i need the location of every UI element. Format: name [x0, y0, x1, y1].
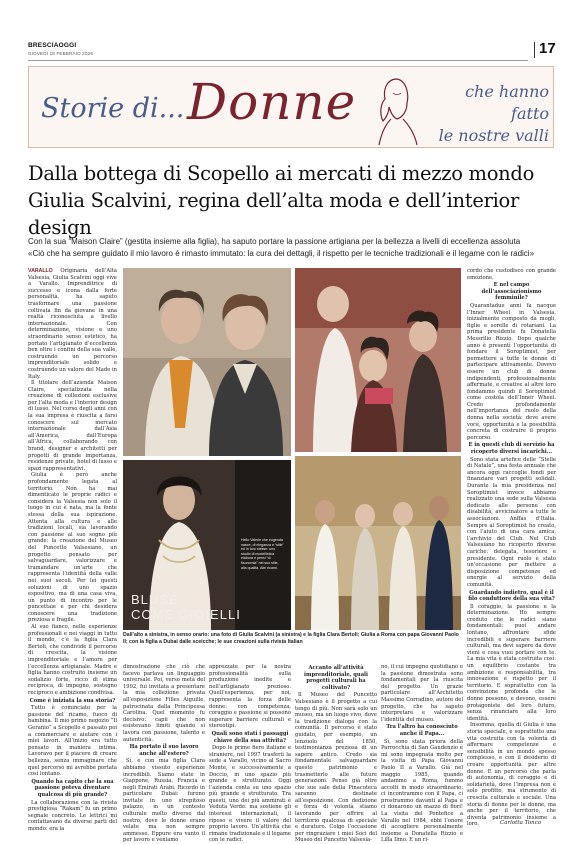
headline-line-1: Dalla bottega di Scopello ai mercati di mezzo mondo [28, 162, 535, 185]
paragraph: Sì, e con mia figlia Clara abbiamo vissuto esperienze incredibili. Siamo state in Giappone, Russia, Francia e negli Emirati Arabi. Ricordo in particolare Dubai: furono invitate in uno strepitoso palazzo, in un contesto culturale molto diverso dal nostro, dove le donne erano velate ma non sempre ammesse. Eppure era vanto il per lavoro e veniamo [123, 758, 205, 844]
issue-date: GIOVEDÌ 18 FEBBRAIO 2026 [28, 51, 94, 56]
paragraph: Insomma, quella di Giulia è una storia speciale, e soprattutto una vita costruita con la volontà di affermare competenze e sensibilità in un mondo spesso complesso, e con il desiderio di creare opportunità per altre donne. E un percorso che parla di autonomia, di coraggio e di solidarietà, dove l’impresa non è solo profitto, ma strumento di crescita culturale e sociale. Una storia di donne per le donne, ma anche per il territorio, che diventa patrimonio insieme a loro. [467, 722, 556, 828]
portrait-photo-graphic [123, 268, 291, 456]
paragraph [28, 268, 117, 380]
paragraph: apprezzate per la nostra professionalità sulla produzione inedite e nell’artigianato prezioso. Quell’esperienza, per noi, rappresenta la forza delle donne: con competenza, coraggio e passione si possono superare barriere culturali e stereotipi. [209, 664, 291, 730]
paragraph: Quarantadue anni fa nacque l’Inner Wheel in Valsesia, inizialmente composto da mogli, figlie e sorelle di rotariani. La prima presidente fu Donatella Messrilio Rizzio. Dopo qualche anno è presentì l’opportunità di fondare il Soroptimist, per permettere a tutte le donne di partecipare attivamente. Dovevo essere un club di donne indipendenti, professionalmente affermate, e creative al altre loro fondammo quindi il Soroptimist come costola dell’Inner Wheel. Credo profondamente nell’importanza del ruolo della donna nella società: deve avere voce, opportunità e la possibilità concreta di costruire il proprio percorso. [467, 302, 556, 441]
newspaper-name: BRESCIAOGGI [28, 42, 77, 49]
paragraph: no, il cui impegno quotidiano e la passione dimostrata sono fondamentali per la riuscita del progetto. Un grazie particolare all’Architetto Massimo Corradino, autore del progetto, che ha saputo interpretare e valorizzare l’identità del museo. [381, 664, 463, 723]
woman-silhouette-illustration [363, 73, 433, 147]
photo-with-pope [295, 268, 461, 452]
interview-question: Ha portato il suo lavoro anche all’estero? [129, 744, 199, 757]
banner-storie-text: Storie di... [41, 93, 185, 124]
photo-caption: Dall’alto a sinistra, in senso orario: una foto di Giulia Scalvini (a sinistra) e la figlia Clara Bertoli; Giulia a Roma con papa Giovanni Paolo II; con la figlia a Dubai dalle sceicche; le sue creazioni sulla rivista Italian [123, 632, 459, 645]
paragraph: dimostrazione che ciò che facevo parlava un linguaggio universale. Poi, verso metà del 1992, fui invitata a presentare la mia collezione privata all’esposizione Filles Aiguille, patrocinata dalla Principessa Carolina. Quel momento fu decisivo: capii che non esistevano limiti quando si lavora con passione, talento e autenticità. [123, 664, 205, 743]
photo-mother-daughter [123, 268, 291, 456]
article-deck [28, 236, 554, 260]
banner-donne-text: Donne [187, 73, 357, 131]
author-byline: Carlotta Tonco [500, 820, 542, 826]
banner-tagline-line-2: le nostre valli [438, 126, 549, 145]
paragraph-text: Originaria dell’Alta Valsesia, Giulia Scalvini oggi vive a Varallo. Imprenditrice di successo e icona dalla forte personalità, ha saputo trasformare una passione coltivata fin da giovane in una realtà riconosciuta a livello internazionale. Con determinazione, visione e uno straordinario senso estetico, ha portato l’artigianato d’eccellenza ben oltre i confini della sua valle, costruendo un percorso imprenditoriale solido e costruendo un valore del Made in Italy. [28, 268, 117, 380]
paragraph: cordo che custodisco con grande emozione. [467, 268, 556, 281]
paragraph: Il coraggio, la passione e la determinazione. Ho sempre creduto che le radici siano fondamentali: puoi andare lontano, affrontare sfide incredibili e superare barriere culturali, ma devi sapere da dove vieni e cosa vuoi portare con te. La mia vita è stata costruita così: un equilibrio costante tra ambizione e responsabilità, tra innovazione e rispetto per il territorio. E soprattutto con la convinzione profonda che le donne possono, e devono, essere protagoniste del loro futuro, senza rinunciare alla loro identità. [467, 603, 556, 722]
interview-question: Tra l’altro ha conosciuto anche il Papa... [386, 724, 458, 737]
interview-question: Quando ha capito che la sua passione poteva diventare qualcosa di più grande? [31, 778, 114, 798]
deck-line-2: «Ciò che ha sempre guidato il mio lavoro è rimasto immutato: la cura dei dettagli, il rispetto per le tecniche tradizionali e il legame con le radici» [28, 249, 535, 258]
article-column-4 [295, 664, 377, 844]
paragraph: Sì, sono stata priora della Parrocchia di San Gaudenzio e mi sono impegnata molto per la visita di Papa Giovanni Paolo II a Varallo. Già nel maggio 1985, quando andammo a Roma, fummo accolti in modo straordinario: ci incontrammo con il Papa, ci prostrammo davanti al Papa e ci donarono un mazzo di fiori! La visita del Pontefice a Varallo nel 1984, ebbi l’onore di accogliere personalmente insieme a Donatella Rizzio e Lilla Ilmo. E un ri- [381, 738, 463, 844]
paragraph: Al suo fianco, nelle esperienze professionali e nei viaggi in tutto il mondo, c’è la figlia Clara Bertoli, che condivide il percorso di crescita, la visione imprenditoriale e l’amore per l’eccellenza artigianale. Madre e figlia hanno costruito insieme un sodalizio forte, ricco di stima reciproca, di impegno, sostegno reciproco e ambizione condivisa. [28, 624, 117, 696]
article-headline [28, 160, 554, 241]
photo-dubai [295, 456, 461, 630]
page-number: 17 [539, 40, 556, 57]
bluse-title-line-1: BLUSE [131, 592, 179, 607]
page-masthead [28, 40, 554, 64]
interview-question: Come è iniziata la sua storia? [29, 697, 116, 704]
article-column-3 [209, 664, 291, 844]
paragraph: La collaborazione con la rivista prestigiosa “Rakam” fu un primo segnale concreto. Le lettrici mi contattavano da diverse parti del mondo: era la [28, 799, 117, 832]
masthead-divider [534, 42, 535, 58]
interview-question: Guardando indietro, qual è il filo conduttore della sua vita? [468, 589, 555, 603]
article-column-1 [28, 268, 117, 832]
dateline-place: VARALLO [28, 268, 53, 274]
paragraph: Sono stata artefice delle “Stelle di Natale”, una festa annuale che ancora oggi raccoglie fondi per finanziare vari progetti solidali. Durante la mia presidenza nel Soroptimist invece abbiamo realizzato una sede sulla Valsesia dedicato alle persone con disabilità, avvicinatore a tutte le associazioni. Anffas d’Italia. Sempre al Soroptimist ho creato, con l’aiuto di una cara amica, l’archivio del Club. Nel Club Valsesiano ho ricoperto diverse cariche: delegata, tesoriere e presidente. Ogni ruolo è stato un’occasione per mettere a disposizione competenze ed energie al servizio della comunità. [467, 456, 556, 588]
bluse-magazine-note: Hello Valerie che eugenda nasce, di eleganza e “stile” ed in loro stesse: uno studio di modellistica elabora e pensi “di fisonomia” nel suo stile, alla qualità. Altri ricami. [241, 538, 284, 570]
bluse-title-line-2: COME GIOIELLI [131, 607, 241, 622]
interview-question: Quali sono stati i passaggi chiave della sua attività? [211, 730, 289, 744]
banner-tagline-line-1: che hanno fatto [465, 82, 549, 123]
interview-question: Accanto all’attività imprenditoriale, quali progetti culturali ha coltivato? [304, 665, 368, 691]
paragraph: Giulia è però anche profondamente legata al territorio. Non ha mai dimenticato le proprie radici e considera la Valsesia non solo il luogo in cui è nata, ma la fonte stessa della sua ispirazione. Attenta alla cultura e alle tradizioni locali, sia lavorando con passione al suo sogno più grande: la creazione del Museo del Puncetto Valsesiano, un progetto pensato per salvaguardare, valorizzare e tramandare un’arte che rappresenta l’identità della valle nei suoi secoli. Per lei questi soluzioni di uno spazio espositivo, ma di una casa viva, un punto di incontro per le puncettaie e per chi desidera conoscere una tradizione preziosa e fragile. [28, 472, 117, 624]
paragraph: Il titolare dell’azienda Maison Claire, specializzata nella creazione di collezioni esclusive per l’alta moda e l’interior design di lusso. Nel corso degli anni con la sua impresa è riuscita a farsi conoscere sul mercato internazionale dall’Asia all’America, dall’Europa all’Africa, collaborando con brand, designer e architetti per progetti di grande importanza, residenze private, hotel di lusso e spazi rappresentativi. [28, 380, 117, 472]
photo-bluse-magazine [123, 460, 291, 630]
article-column-2 [123, 664, 205, 844]
deck-line-1: Con la sua “Maison Claire” (gestita insieme alla figlia), ha saputo portare la passione artigiana per la bellezza a livelli di eccellenza assoluta [28, 237, 521, 246]
paragraph: Il Museo del Puncetto Valsesiano è il progetto a cui tengo di più. Non sarà solo un museo, ma un luogo vivo, dove la tradizione dialoga con la comunità. Il percorso è stato guidato, per esempio, un lenzuolo del 1850, testimonianza preziosa di un sapere antico. Credo sia fondamentale salvaguardare questo patrimonio e trasmetterlo alle future generazioni. Penso già oltre che sue sale della Pinacoteca saranno destinate all’esposizione. Con dedizione e forza di volontà stiamo lavorando per offrire al territorio qualcosa di speciale e duraturo. Colgo l’occasione per ringraziare i miei Soci del Museo del Puncetto Valsesia- [295, 692, 377, 844]
bluse-magazine-title [131, 592, 241, 622]
masthead-rule [28, 60, 528, 61]
headline-line-2: Giulia Scalvini, regina dell’alta moda e dell’interior design [28, 189, 520, 239]
paragraph: Dopo le prime fiere italiane e straniere, nel 1997 trasferii la sede a Varallo, vicino al Sacro Monte, e successivamente a Doccio, in uno spazio più grande e strutturato. Oggi l’azienda conta su uno spazio più grande e strutturato. Tra questi, uno dei più ammirati è Veduta Verde: ma sostiene gli interessi internazionali, il riposo e vivere il valore del proprio lavoro. Un’attività che rimane tradizionale e il legame con le radici. [209, 745, 291, 844]
article-column-5 [381, 664, 463, 844]
interview-question: E nel campo dell’associazionismo femminile? [481, 282, 542, 302]
banner-tagline [429, 81, 549, 147]
interview-question: E in questi club di servizio ha ricoperto diversi incarichi... [468, 442, 555, 456]
pope-meeting-photo-graphic [295, 268, 461, 452]
section-banner [28, 66, 554, 148]
dubai-photo-graphic [295, 456, 461, 630]
paragraph: Tutto è cominciato per la passione del ricamo, fuoco di bambina. Il mio primo negozio “Il Geranio” a Scopello e passato poi a commerciare e aiutare con i miei lavori. All’inizio era tutto pensato in maniera intima. Lavoravo per il piacere di creare bellezza, senza immaginare che quel percorso mi avrebbe portata così lontano. [28, 705, 117, 778]
